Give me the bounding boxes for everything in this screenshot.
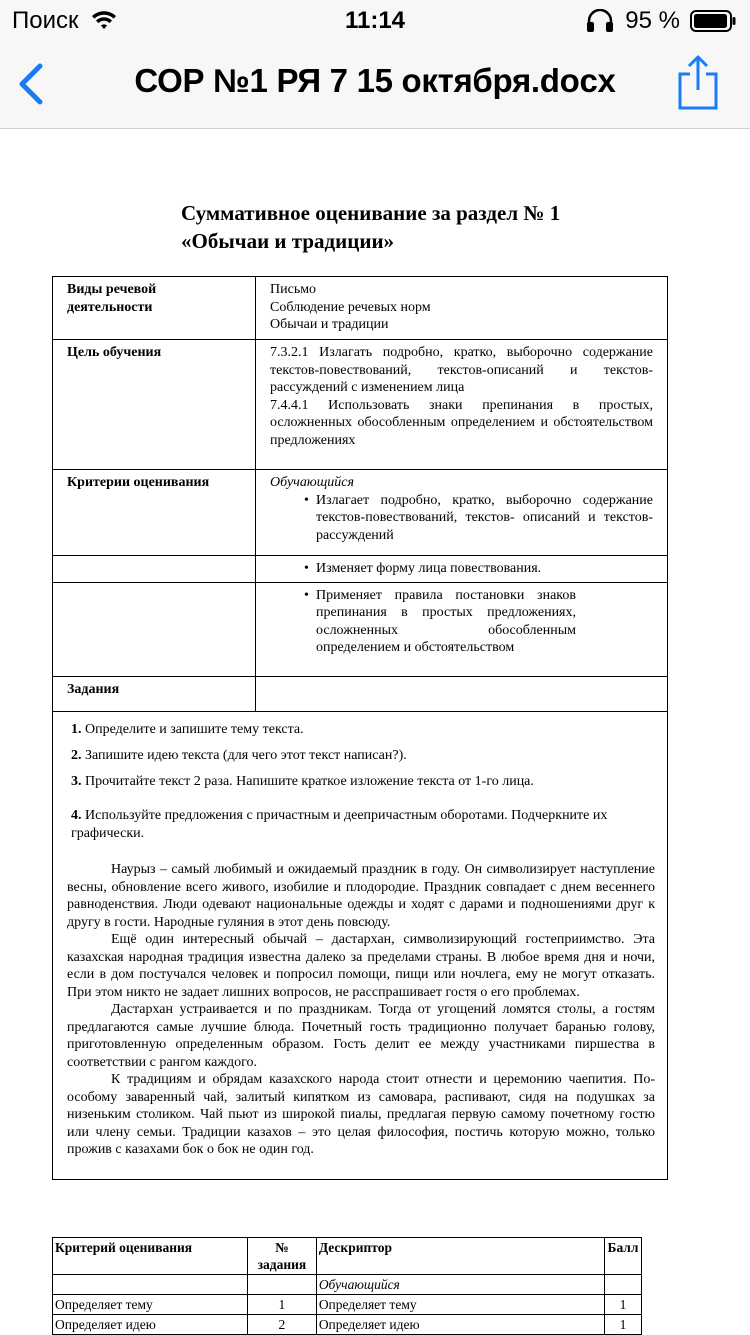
paragraph: Наурыз – самый любимый и ожидаемый праздник в году. Он символизирует наступление весны, обновление всего живого, изобилие и плодородие. Праздник совпадает с днем весеннего равноденствия. Люди одевают национальные одежды и ходят с дарами и подношениями друг к другу в гости. Народные гуляния в этот день повсюду. (67, 862, 655, 930)
criteria-item: • Применяет правила постановки знаков препинания в простых предложениях, осложненных обособленным определением и обстоятельством (316, 587, 576, 657)
status-bar (0, 0, 750, 40)
paragraph: Дастархан устраивается и по праздникам. Тогда от угощений ломятся столы, а гостям предлагаются самые лучшие блюда. Почетный гость традиционно получает баранью голову, приготовленную определенным образом. Гость делит ее между участниками пиршества в соответствии с рангом каждого. (67, 1002, 655, 1070)
label-cell: Критерии оценивания (53, 470, 256, 556)
table-row (53, 556, 668, 583)
label-cell (53, 582, 256, 676)
descriptor-intro: Обучающийся (316, 1275, 604, 1295)
criteria-item: • Излагает подробно, кратко, выборочно содержание текстов-повествований, текстов- описаний и текстов-рассуждений (316, 492, 653, 545)
doc-heading (181, 199, 560, 255)
doc-heading-line1: Суммативное оценивание за раздел № 1 (181, 201, 561, 225)
table-row (53, 1295, 642, 1315)
paragraph: Ещё один интересный обычай – дастархан, символизирующий гостеприимство. Эта казахская народная традиция известна далеко за пределами страны. В любое время дня и ночи, если в дом постучался человек и попросил помощи, пищи или ночлега, ему не могут отказать. При этом никто не задает лишних вопросов, не расспрашивает гостя о его проблемах. (67, 932, 655, 1000)
chevron-left-icon (12, 60, 56, 108)
table-row (53, 340, 668, 470)
share-button[interactable] (676, 54, 720, 112)
criteria-intro: Обучающийся (270, 475, 355, 490)
goal-text: 7.3.2.1 Излагать подробно, кратко, выборочно содержание текстов-повествований, текстов-описаний и текстов-рассуждений с изменением лица (270, 345, 653, 395)
battery-percent: 95 % (625, 7, 680, 34)
table-row (53, 582, 668, 676)
table-cell: 2 (247, 1315, 316, 1335)
reading-text (67, 861, 655, 1159)
column-header: Балл (605, 1238, 642, 1275)
value-cell (256, 582, 668, 676)
document-page[interactable] (0, 129, 750, 1334)
document-title: СОР №1 РЯ 7 15 октября.docx (134, 62, 616, 99)
navigation-bar (0, 40, 750, 129)
task-item: 4. Используйте предложения с причастным и деепричастным оборотами. Подчеркните их графически. (71, 808, 608, 841)
status-right (585, 7, 736, 35)
table-cell: Определяет идею (53, 1315, 248, 1335)
doc-heading-line2: «Обычаи и традиции» (181, 229, 395, 253)
table-row (53, 1275, 642, 1295)
table-row (53, 676, 668, 711)
table-row (53, 1315, 642, 1335)
label-cell: Цель обучения (53, 340, 256, 470)
headphones-icon (585, 9, 615, 33)
task-item: 2. Запишите идею текста (для чего этот текст написан?). (71, 748, 407, 763)
back-button[interactable] (12, 60, 56, 108)
label-cell: Виды речевой деятельности (53, 277, 256, 340)
value-line: Обычаи и традиции (270, 317, 389, 332)
column-header: Критерий оценивания (53, 1238, 248, 1275)
value-cell (256, 470, 668, 556)
table-cell: Определяет идею (316, 1315, 604, 1335)
label-cell: Задания (53, 676, 256, 711)
value-cell (256, 556, 668, 583)
clock: 11:14 (344, 7, 406, 34)
table-cell: 1 (605, 1315, 642, 1335)
value-cell (256, 676, 668, 711)
table-cell: 1 (247, 1295, 316, 1315)
info-table (52, 276, 668, 712)
criteria-item: • Изменяет форму лица повествования. (316, 560, 653, 578)
tasks-block (52, 709, 668, 1180)
table-row (53, 277, 668, 340)
task-item: 1. Определите и запишите тему текста. (71, 722, 304, 737)
table-cell: 1 (605, 1295, 642, 1315)
table-row (53, 470, 668, 556)
value-line: Письмо (270, 282, 317, 297)
value-cell (256, 340, 668, 470)
table-header-row (53, 1238, 642, 1275)
column-header: № задания (247, 1238, 316, 1275)
label-cell (53, 556, 256, 583)
table-cell: Определяет тему (316, 1295, 604, 1315)
share-icon (676, 54, 720, 112)
table-cell: Определяет тему (53, 1295, 248, 1315)
column-header: Дескриптор (316, 1238, 604, 1275)
value-line: Соблюдение речевых норм (270, 299, 431, 315)
assessment-table (52, 1237, 642, 1335)
paragraph: К традициям и обрядам казахского народа стоит отнести и церемонию чаепития. По-особому заваренный чай, залитый кипятком из самовара, распивают, сидя на подушках за низеньким столиком. Чай пьют из широкой пиалы, предлагая первую самому почетному гостю или члену семьи. Традиции казахов – это целая философия, постичь которую можно, только прожив с казахами бок о бок не один год. (67, 1072, 655, 1157)
value-cell (256, 277, 668, 340)
task-item: 3. Прочитайте текст 2 раза. Напишите краткое изложение текста от 1-го лица. (71, 774, 534, 789)
goal-text: 7.4.4.1 Использовать знаки препинания в простых, осложненных обособленным определением и обстоятельством предложениях (270, 397, 653, 448)
carrier-label: Поиск (12, 7, 79, 34)
battery-icon (690, 10, 736, 32)
